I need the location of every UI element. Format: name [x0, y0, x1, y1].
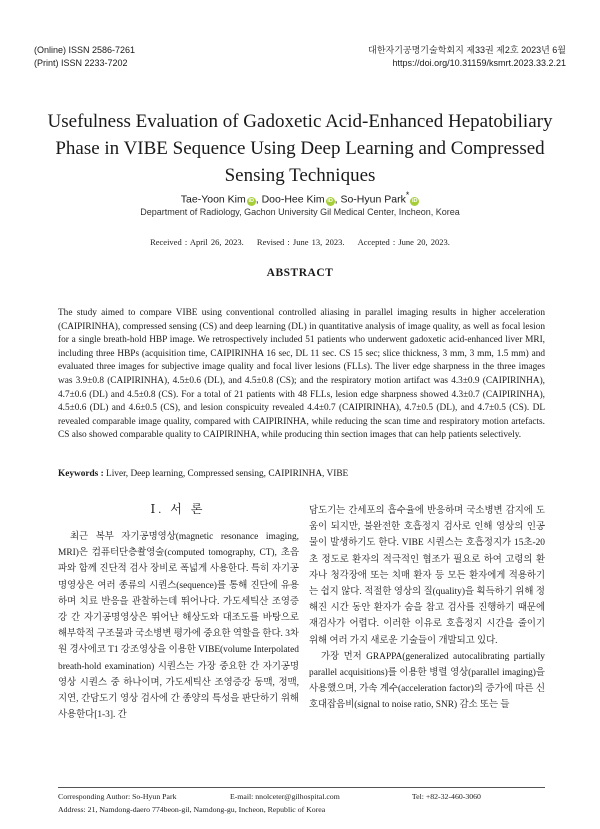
body-paragraph: 담도기는 간세포의 흡수율에 반응하며 국소병변 감지에 도움이 되지만, 불완전한 호흡정지 검사로 인해 영상의 인공물이 발생하기도 한다. VIBE 시퀀스는 호흡정지가 15초-20초 정도로 환자의 적극적인 협조가 필요로 하여 고령의 환자나 청각장애 또는 치매 환자 등 모든 환자에게 적용하기는 쉽지 않다. 적절한 영상의 질(quality)을 획득하기 위해 정해진 시간 동안 환자가 숨을 참고 검사를 진행하기 때문에 재검사가 어렵다. 이러한 이유로 호흡정지 시간을 줄이기 위해 여러 가지 새로운 기술들이 개발되고 있다.	[309, 506, 545, 646]
telephone: Tel: +82-32-460-3060	[411, 792, 481, 801]
body-paragraph: 가장 먼저 GRAPPA(generalized autocalibrating partially parallel acquisitions)를 이용한 병렬 영상(parallel imaging)을 사용했으며, 가속 계수(acceleration factor)의 증가에 따른 신호대잡음비(signal to noise ratio, SNR) 감소 또는 들	[309, 651, 545, 711]
author-separator: ,	[334, 193, 338, 206]
section-heading: Ⅰ. 서 론	[150, 502, 206, 516]
corresponding-mark: *	[405, 190, 410, 200]
revised-date: Revised : June 13, 2023.	[256, 237, 345, 247]
body-column-left	[58, 529, 299, 723]
corresponding-author: Corresponding Author: So-Hyun Park	[58, 792, 177, 801]
journal-name-volume: 대한자기공명기술학회지 제33권 제2호 2023년 6월	[368, 45, 566, 55]
keywords	[58, 469, 545, 479]
orcid-icon[interactable]: iD	[411, 197, 418, 204]
corresponding-footer	[58, 790, 545, 816]
received-date: Received : April 26, 2023.	[150, 237, 244, 247]
author-name: Doo-Hee Kim	[261, 193, 325, 206]
affiliation: Department of Radiology, Gachon University Gil Medical Center, Incheon, Korea	[140, 207, 460, 217]
address: Address: 21, Namdong-daero 774beon-gil, Namdong-gu, Incheon, Republic of Korea	[58, 805, 326, 814]
author-name: So-Hyun Park	[340, 193, 406, 206]
orcid-icon[interactable]: iD	[248, 197, 254, 204]
author-list	[0, 190, 600, 206]
orcid-icon[interactable]: iD	[327, 197, 333, 204]
keywords-label: Keywords :	[58, 469, 104, 479]
body-paragraph: 최근 복부 자기공명영상(magnetic resonance imaging, MRI)은 컴퓨터단층촬영술(computed tomography, CT), 초음파와 함께 진단적 검사 장비로 폭넓게 사용한다. 특히 자기공명영상은 여러 종류의 시퀀스(sequence)를 통해 진단에 유용하며 치료 반응을 관찰하는데 뛰어나다. 가도세틱산 조영증강 간 자기공명영상은 뛰어난 해상도와 대조도를 바탕으로 해부학적 구조물과 국소병변 평가에 중요한 역할을 한다. 3차원 경사에코 T1 강조영상을 이용한 VIBE(volume Interpolated breath-hold examination) 시퀀스는 가장 중요한 간 자기공명영상 시퀀스 중 하나이며, 가도세틱산 조영증강 동맥, 정맥, 지연, 간담도기 영상 검사에 간 종양의 특성을 판단하기 위해 사용한다[1-3]. 간	[58, 532, 299, 721]
accepted-date: Accepted : June 20, 2023.	[357, 237, 450, 247]
abstract-heading: ABSTRACT	[266, 267, 334, 279]
issn-online: (Online) ISSN 2586-7261	[34, 45, 136, 55]
journal-issn-block	[34, 44, 135, 70]
issn-print: (Print) ISSN 2233-7202	[34, 58, 128, 68]
author-name: Tae-Yoon Kim	[180, 193, 246, 206]
footer-contact-row	[58, 790, 545, 803]
body-column-right	[309, 503, 545, 714]
abstract-text: The study aimed to compare VIBE using conventional controlled aliasing in parallel imaging results in higher acceleration (CAIPIRINHA), compressed sensing (CS) and deep learning (DL) in quantitative analysis of image quality, as well as focal lesion for a single breath-hold HBP image. We retrospectively included 51 patients who underwent gadoxetic acid-enhanced liver MRI, including three HBPs (acquisition time, CAIPIRINHA 16 sec, DL 11 sec. CS 15 sec; slice thickness, 3 mm, 3 mm, 1.5 mm) and evaluated three images for subjective image quality and focal liver lesions (FLLs). The liver edge sharpness in the three images was 3.9±0.8 (CAIPIRINHA), 4.5±0.6 (DL), and 4.5±0.8 (CS); and the respiratory motion artifact was 4.3±0.9 (CAIPIRINHA), 4.7±0.6 (DL) and 4.5±0.8 (CS). For a total of 21 patients with 48 FLLs, lesion edge sharpness showed 4.3±0.7 (CAIPIRINHA), 4.5±0.6 (DL) and 4.6±0.5 (CS), and lesion conspicuity revealed 4.4±0.7 (CAIPIRINHA), 4.7±0.5 (DL), and 4.7±0.5 (CS). DL revealed comparable image quality, compared with CAIPIRINHA, while reducing the scan time and respiratory motion artefacts. CS also showed comparable quality to CAIPIRINHA, while producing thin section images that can help patients selectively.	[58, 308, 545, 441]
email[interactable]: E-mail: nnolceter@gilhospital.com	[229, 792, 340, 801]
journal-info-block	[368, 44, 566, 70]
author-separator: ,	[255, 193, 259, 206]
article-dates	[0, 237, 600, 247]
doi-link[interactable]: https://doi.org/10.31159/ksmrt.2023.33.2.21	[392, 58, 566, 68]
article-title: Usefulness Evaluation of Gadoxetic Acid-Enhanced Hepatobiliary Phase in VIBE Sequence Using Deep Learning and Compressed Sensing Techniques	[47, 111, 553, 186]
footer-divider	[58, 787, 545, 788]
keywords-list: Liver, Deep learning, Compressed sensing, CAIPIRINHA, VIBE	[106, 469, 349, 479]
